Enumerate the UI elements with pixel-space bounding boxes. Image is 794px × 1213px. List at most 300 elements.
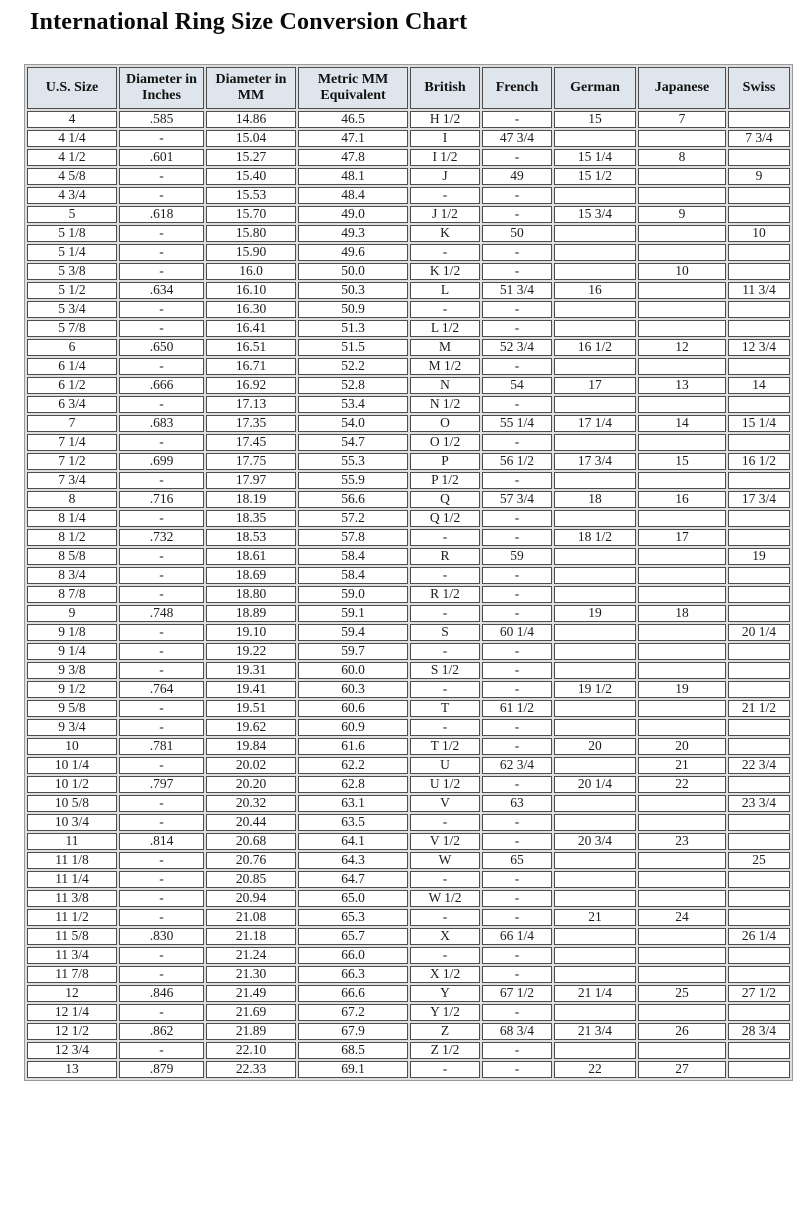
cell: 27 1/2 — [728, 985, 790, 1002]
cell: 9 1/8 — [27, 624, 117, 641]
cell — [728, 187, 790, 204]
cell: L 1/2 — [410, 320, 480, 337]
cell — [638, 852, 726, 869]
cell — [728, 1042, 790, 1059]
cell: .764 — [119, 681, 204, 698]
cell — [554, 795, 636, 812]
cell: 62.8 — [298, 776, 408, 793]
cell — [728, 681, 790, 698]
table-row — [27, 548, 790, 565]
cell: 26 — [638, 1023, 726, 1040]
cell: - — [119, 662, 204, 679]
cell: 16.51 — [206, 339, 296, 356]
cell — [638, 567, 726, 584]
cell: R — [410, 548, 480, 565]
cell: 51.3 — [298, 320, 408, 337]
cell: 19 1/2 — [554, 681, 636, 698]
cell: - — [482, 814, 552, 831]
cell: 26 1/4 — [728, 928, 790, 945]
cell: - — [482, 396, 552, 413]
cell: 10 — [27, 738, 117, 755]
table-row — [27, 377, 790, 394]
cell: - — [482, 966, 552, 983]
cell: M 1/2 — [410, 358, 480, 375]
cell — [728, 434, 790, 451]
cell: - — [119, 852, 204, 869]
cell: - — [119, 358, 204, 375]
cell: - — [482, 149, 552, 166]
cell: 11 1/2 — [27, 909, 117, 926]
cell: 15 1/4 — [554, 149, 636, 166]
cell: .830 — [119, 928, 204, 945]
cell: - — [482, 320, 552, 337]
cell: 62.2 — [298, 757, 408, 774]
cell: Z 1/2 — [410, 1042, 480, 1059]
cell: 17 — [554, 377, 636, 394]
cell: 18.80 — [206, 586, 296, 603]
cell: 15 — [554, 111, 636, 128]
cell: 19.84 — [206, 738, 296, 755]
cell: 48.1 — [298, 168, 408, 185]
cell: P — [410, 453, 480, 470]
cell: 5 1/2 — [27, 282, 117, 299]
cell: 23 3/4 — [728, 795, 790, 812]
cell — [638, 624, 726, 641]
cell: 55.9 — [298, 472, 408, 489]
cell: 22 — [638, 776, 726, 793]
cell: 10 3/4 — [27, 814, 117, 831]
table-row — [27, 871, 790, 888]
cell — [728, 1061, 790, 1078]
cell: 49.6 — [298, 244, 408, 261]
cell — [554, 814, 636, 831]
cell: 20.85 — [206, 871, 296, 888]
cell: 20.76 — [206, 852, 296, 869]
table-row — [27, 643, 790, 660]
cell: - — [119, 130, 204, 147]
cell — [554, 624, 636, 641]
cell: 69.1 — [298, 1061, 408, 1078]
cell: H 1/2 — [410, 111, 480, 128]
cell: 17 3/4 — [554, 453, 636, 470]
cell — [638, 871, 726, 888]
cell: 20.02 — [206, 757, 296, 774]
cell: 52.8 — [298, 377, 408, 394]
cell: - — [119, 567, 204, 584]
cell — [638, 586, 726, 603]
table-row — [27, 434, 790, 451]
table-row — [27, 776, 790, 793]
cell: 9 — [638, 206, 726, 223]
cell: .732 — [119, 529, 204, 546]
table-row — [27, 320, 790, 337]
cell: 7 3/4 — [728, 130, 790, 147]
cell: 11 3/8 — [27, 890, 117, 907]
cell: 59 — [482, 548, 552, 565]
cell: 4 1/2 — [27, 149, 117, 166]
cell: 20 — [638, 738, 726, 755]
column-header-diameter-in-mm: Diameter in MM — [206, 67, 296, 109]
cell: 54.7 — [298, 434, 408, 451]
cell: 65.7 — [298, 928, 408, 945]
cell: 16.71 — [206, 358, 296, 375]
table-row — [27, 282, 790, 299]
cell: 66.3 — [298, 966, 408, 983]
cell: 18.53 — [206, 529, 296, 546]
cell: 12 — [638, 339, 726, 356]
column-header-metric-mm-equivalent: Metric MM Equivalent — [298, 67, 408, 109]
cell: 12 1/4 — [27, 1004, 117, 1021]
cell: - — [482, 586, 552, 603]
cell: 11 5/8 — [27, 928, 117, 945]
cell: 6 3/4 — [27, 396, 117, 413]
cell: - — [410, 909, 480, 926]
cell: 60.0 — [298, 662, 408, 679]
cell — [554, 700, 636, 717]
table-body — [27, 111, 790, 1078]
cell: 52.2 — [298, 358, 408, 375]
cell: 61.6 — [298, 738, 408, 755]
table-row — [27, 586, 790, 603]
cell — [638, 396, 726, 413]
cell: - — [119, 795, 204, 812]
cell: W — [410, 852, 480, 869]
cell — [554, 225, 636, 242]
cell: 18 — [638, 605, 726, 622]
cell: .862 — [119, 1023, 204, 1040]
cell: X 1/2 — [410, 966, 480, 983]
cell: 19.51 — [206, 700, 296, 717]
cell — [638, 947, 726, 964]
cell: 4 3/4 — [27, 187, 117, 204]
cell: - — [482, 738, 552, 755]
cell: 12 1/2 — [27, 1023, 117, 1040]
cell: N — [410, 377, 480, 394]
cell: 68.5 — [298, 1042, 408, 1059]
cell: 18.89 — [206, 605, 296, 622]
cell: L — [410, 282, 480, 299]
cell: - — [119, 586, 204, 603]
cell — [728, 206, 790, 223]
table-row — [27, 852, 790, 869]
cell: 8 — [27, 491, 117, 508]
table-row — [27, 1004, 790, 1021]
table-row — [27, 244, 790, 261]
cell: 18.61 — [206, 548, 296, 565]
cell: 15 — [638, 453, 726, 470]
cell: 55.3 — [298, 453, 408, 470]
cell: 17 3/4 — [728, 491, 790, 508]
table-row — [27, 605, 790, 622]
cell: - — [119, 909, 204, 926]
cell: 66 1/4 — [482, 928, 552, 945]
cell: - — [410, 301, 480, 318]
cell: 7 1/4 — [27, 434, 117, 451]
cell: - — [410, 643, 480, 660]
cell: - — [119, 871, 204, 888]
cell — [638, 225, 726, 242]
cell — [638, 187, 726, 204]
cell: .650 — [119, 339, 204, 356]
cell — [554, 130, 636, 147]
cell — [638, 358, 726, 375]
table-row — [27, 719, 790, 736]
cell — [638, 548, 726, 565]
cell: 17.75 — [206, 453, 296, 470]
cell: .814 — [119, 833, 204, 850]
cell: 15 3/4 — [554, 206, 636, 223]
cell: - — [482, 605, 552, 622]
cell — [728, 643, 790, 660]
cell: 20.32 — [206, 795, 296, 812]
cell: 20.44 — [206, 814, 296, 831]
table-row — [27, 624, 790, 641]
cell — [638, 130, 726, 147]
cell: - — [119, 396, 204, 413]
cell: 6 1/2 — [27, 377, 117, 394]
table-row — [27, 529, 790, 546]
table-row — [27, 510, 790, 527]
cell — [728, 662, 790, 679]
column-header-german: German — [554, 67, 636, 109]
cell: 52 3/4 — [482, 339, 552, 356]
cell — [554, 586, 636, 603]
table-row — [27, 187, 790, 204]
cell: 8 7/8 — [27, 586, 117, 603]
table-row — [27, 301, 790, 318]
cell: 18.19 — [206, 491, 296, 508]
cell: 17.45 — [206, 434, 296, 451]
cell — [554, 871, 636, 888]
cell — [728, 244, 790, 261]
table-row — [27, 662, 790, 679]
table-row — [27, 909, 790, 926]
cell: - — [482, 510, 552, 527]
cell: 18 — [554, 491, 636, 508]
cell: 16.0 — [206, 263, 296, 280]
cell: - — [482, 890, 552, 907]
cell: 16.30 — [206, 301, 296, 318]
cell: 47 3/4 — [482, 130, 552, 147]
cell: 21 1/2 — [728, 700, 790, 717]
cell: - — [119, 1042, 204, 1059]
table-row — [27, 472, 790, 489]
cell: - — [482, 301, 552, 318]
cell: 7 — [27, 415, 117, 432]
cell: Y 1/2 — [410, 1004, 480, 1021]
cell: X — [410, 928, 480, 945]
cell: 9 5/8 — [27, 700, 117, 717]
cell: 8 3/4 — [27, 567, 117, 584]
table-row — [27, 567, 790, 584]
cell: 15.80 — [206, 225, 296, 242]
cell: 21.69 — [206, 1004, 296, 1021]
cell: P 1/2 — [410, 472, 480, 489]
cell: 22 — [554, 1061, 636, 1078]
cell — [638, 282, 726, 299]
cell: .666 — [119, 377, 204, 394]
cell: 59.7 — [298, 643, 408, 660]
table-row — [27, 1061, 790, 1078]
cell — [728, 814, 790, 831]
cell: 11 1/8 — [27, 852, 117, 869]
cell: 64.7 — [298, 871, 408, 888]
cell: 12 3/4 — [27, 1042, 117, 1059]
cell: 20.20 — [206, 776, 296, 793]
cell: 12 3/4 — [728, 339, 790, 356]
table-row — [27, 833, 790, 850]
cell: 27 — [638, 1061, 726, 1078]
cell — [638, 472, 726, 489]
cell — [728, 1004, 790, 1021]
cell: 9 3/4 — [27, 719, 117, 736]
table-row — [27, 225, 790, 242]
cell: 62 3/4 — [482, 757, 552, 774]
cell: J — [410, 168, 480, 185]
cell — [728, 510, 790, 527]
table-row — [27, 700, 790, 717]
table-row — [27, 415, 790, 432]
cell: .618 — [119, 206, 204, 223]
cell: - — [410, 1061, 480, 1078]
cell: 19.10 — [206, 624, 296, 641]
cell: 46.5 — [298, 111, 408, 128]
cell: 17.13 — [206, 396, 296, 413]
table-row — [27, 263, 790, 280]
cell: 17.97 — [206, 472, 296, 489]
cell: 17 — [638, 529, 726, 546]
cell: .634 — [119, 282, 204, 299]
cell — [638, 1004, 726, 1021]
cell: 4 — [27, 111, 117, 128]
cell — [638, 434, 726, 451]
cell: 8 5/8 — [27, 548, 117, 565]
cell: M — [410, 339, 480, 356]
cell: 50 — [482, 225, 552, 242]
cell: 5 1/8 — [27, 225, 117, 242]
cell — [638, 320, 726, 337]
cell: - — [119, 263, 204, 280]
cell: 5 3/8 — [27, 263, 117, 280]
cell: 16 — [638, 491, 726, 508]
cell: 60 1/4 — [482, 624, 552, 641]
cell — [638, 168, 726, 185]
cell: - — [482, 567, 552, 584]
cell: 12 — [27, 985, 117, 1002]
cell: 61 1/2 — [482, 700, 552, 717]
cell: 9 1/4 — [27, 643, 117, 660]
cell: 16 — [554, 282, 636, 299]
cell: 57.2 — [298, 510, 408, 527]
table-row — [27, 396, 790, 413]
cell: - — [119, 643, 204, 660]
cell — [638, 244, 726, 261]
cell: - — [119, 301, 204, 318]
cell: W 1/2 — [410, 890, 480, 907]
cell: 4 1/4 — [27, 130, 117, 147]
cell: 16 1/2 — [728, 453, 790, 470]
cell: - — [119, 472, 204, 489]
cell — [728, 833, 790, 850]
cell: 15.27 — [206, 149, 296, 166]
cell: - — [119, 757, 204, 774]
cell: 5 7/8 — [27, 320, 117, 337]
cell: 51 3/4 — [482, 282, 552, 299]
cell — [554, 1004, 636, 1021]
cell: 11 — [27, 833, 117, 850]
table-row — [27, 149, 790, 166]
column-header-diameter-in-inches: Diameter in Inches — [119, 67, 204, 109]
cell — [554, 320, 636, 337]
cell — [728, 149, 790, 166]
cell: - — [482, 1042, 552, 1059]
cell: 55 1/4 — [482, 415, 552, 432]
cell: 8 1/2 — [27, 529, 117, 546]
cell: 22.33 — [206, 1061, 296, 1078]
cell: 20 1/4 — [728, 624, 790, 641]
cell — [554, 510, 636, 527]
cell: O — [410, 415, 480, 432]
column-header-swiss: Swiss — [728, 67, 790, 109]
cell: .879 — [119, 1061, 204, 1078]
cell: - — [482, 244, 552, 261]
cell — [554, 472, 636, 489]
cell — [728, 301, 790, 318]
cell: 6 — [27, 339, 117, 356]
cell: I — [410, 130, 480, 147]
cell: 25 — [728, 852, 790, 869]
cell: 7 3/4 — [27, 472, 117, 489]
cell — [728, 738, 790, 755]
cell — [728, 586, 790, 603]
cell: - — [119, 187, 204, 204]
cell: 64.3 — [298, 852, 408, 869]
cell: 14.86 — [206, 111, 296, 128]
cell: V — [410, 795, 480, 812]
table-row — [27, 111, 790, 128]
column-header-french: French — [482, 67, 552, 109]
cell: - — [482, 187, 552, 204]
cell — [554, 947, 636, 964]
cell: 64.1 — [298, 833, 408, 850]
cell — [728, 719, 790, 736]
cell: K 1/2 — [410, 263, 480, 280]
cell: 16.92 — [206, 377, 296, 394]
cell: N 1/2 — [410, 396, 480, 413]
cell — [728, 890, 790, 907]
cell: 19.41 — [206, 681, 296, 698]
cell: 14 — [728, 377, 790, 394]
cell: 47.8 — [298, 149, 408, 166]
table-row — [27, 358, 790, 375]
cell: 15.40 — [206, 168, 296, 185]
cell — [554, 301, 636, 318]
cell: 9 — [728, 168, 790, 185]
table-row — [27, 1023, 790, 1040]
cell — [554, 643, 636, 660]
cell — [728, 909, 790, 926]
page-title: International Ring Size Conversion Chart — [30, 9, 468, 35]
cell: O 1/2 — [410, 434, 480, 451]
cell: - — [410, 947, 480, 964]
cell: Y — [410, 985, 480, 1002]
cell: 54.0 — [298, 415, 408, 432]
cell: 5 — [27, 206, 117, 223]
cell — [638, 662, 726, 679]
cell: 47.1 — [298, 130, 408, 147]
cell: 19 — [728, 548, 790, 565]
cell: 21.89 — [206, 1023, 296, 1040]
